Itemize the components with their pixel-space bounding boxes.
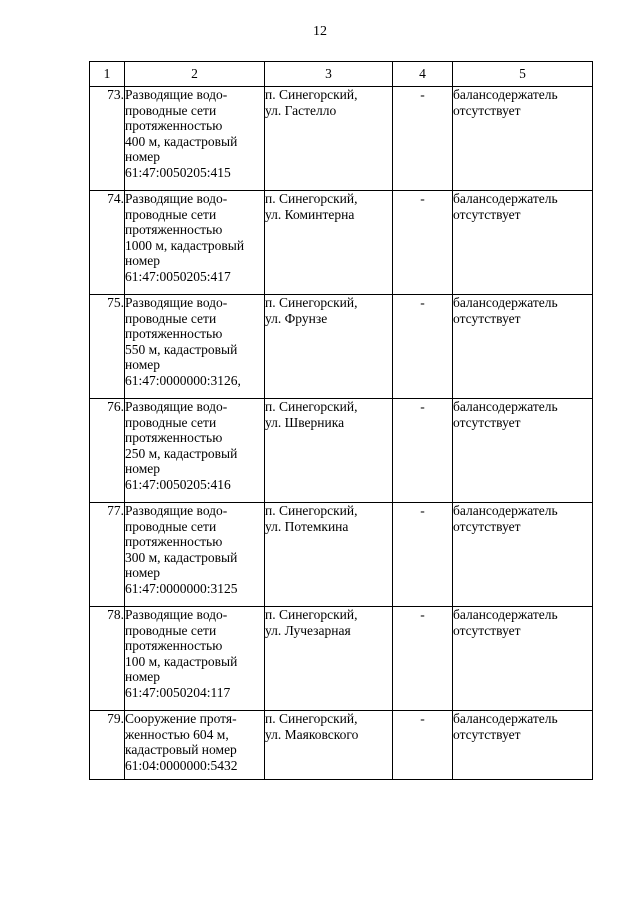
table-body [90,87,593,780]
column-header-3: 3 [265,62,393,87]
object-name-line: 61:47:0050204:117 [125,684,231,700]
object-name-line: 61:47:0000000:3126, [125,372,241,388]
balance-holder-line: балансодержатель [453,295,558,310]
object-name-cell [125,399,265,503]
object-name-line: проводные сети [125,518,217,534]
object-name-line: протяженностью [125,326,223,341]
column-header-5: 5 [453,62,593,87]
object-name-line: протяженностью [125,118,223,133]
column-4-value: - [393,711,453,780]
object-name-line: Разводящие водо- [125,607,228,622]
object-name-cell [125,87,265,191]
row-number: 77. [90,503,125,607]
object-name-line: женностью 604 м, [125,726,229,742]
balance-holder-line: отсутствует [453,622,521,638]
address-line: ул. Маяковского [265,726,359,742]
row-number: 76. [90,399,125,503]
balance-holder-line: отсутствует [453,414,521,430]
balance-holder-cell [453,711,593,780]
object-name-line: Разводящие водо- [125,503,228,518]
row-number: 79. [90,711,125,780]
balance-holder-line: отсутствует [453,102,521,118]
address-cell [265,711,393,780]
column-4-value: - [393,295,453,399]
object-name-line: Разводящие водо- [125,87,228,102]
address-cell [265,399,393,503]
address-line: п. Синегорский, [265,399,358,414]
column-header-1: 1 [90,62,125,87]
address-line: п. Синегорский, [265,295,358,310]
object-name-line: 61:47:0050205:417 [125,268,231,284]
column-4-value: - [393,191,453,295]
object-name-line: протяженностью [125,534,223,549]
balance-holder-line: балансодержатель [453,87,558,102]
object-name-line: 61:47:0000000:3125 [125,580,238,596]
object-name-line: проводные сети [125,310,217,326]
object-name-line: номер [125,357,161,372]
address-cell [265,503,393,607]
object-name-line: номер [125,461,161,476]
balance-holder-line: отсутствует [453,310,521,326]
address-cell [265,295,393,399]
balance-holder-cell [453,607,593,711]
object-name-line: номер [125,253,161,268]
column-header-4: 4 [393,62,453,87]
table-row [90,399,593,503]
object-name-cell [125,607,265,711]
address-line: п. Синегорский, [265,607,358,622]
object-name-line: Разводящие водо- [125,295,228,310]
address-line: п. Синегорский, [265,191,358,206]
balance-holder-line: балансодержатель [453,607,558,622]
balance-holder-cell [453,191,593,295]
object-name-cell [125,295,265,399]
balance-holder-line: отсутствует [453,726,521,742]
row-number: 73. [90,87,125,191]
balance-holder-line: балансодержатель [453,399,558,414]
table-header [90,62,593,87]
object-name-line: номер [125,565,161,580]
balance-holder-cell [453,503,593,607]
balance-holder-line: отсутствует [453,206,521,222]
object-name-line: 550 м, кадастровый [125,341,238,357]
registry-table [89,61,593,780]
address-line: ул. Лучезарная [265,622,351,638]
object-name-line: проводные сети [125,622,217,638]
column-4-value: - [393,503,453,607]
balance-holder-cell [453,87,593,191]
object-name-line: проводные сети [125,206,217,222]
table-row [90,87,593,191]
table-row [90,607,593,711]
object-name-line: 61:47:0050205:415 [125,164,231,180]
balance-holder-cell [453,399,593,503]
object-name-line: 61:04:0000000:5432 [125,757,238,773]
table-row [90,711,593,780]
address-line: ул. Гастелло [265,102,337,118]
column-4-value: - [393,87,453,191]
row-number: 75. [90,295,125,399]
object-name-line: проводные сети [125,414,217,430]
object-name-line: 250 м, кадастровый [125,445,238,461]
address-cell [265,191,393,295]
object-name-line: протяженностью [125,222,223,237]
address-line: ул. Фрунзе [265,310,328,326]
object-name-line: 400 м, кадастровый [125,133,238,149]
address-line: п. Синегорский, [265,503,358,518]
object-name-line: номер [125,669,161,684]
object-name-line: кадастровый номер [125,742,237,757]
table-row [90,295,593,399]
object-name-line: проводные сети [125,102,217,118]
row-number: 74. [90,191,125,295]
address-line: ул. Потемкина [265,518,349,534]
address-line: ул. Коминтерна [265,206,355,222]
address-cell [265,87,393,191]
object-name-cell [125,711,265,780]
object-name-line: номер [125,149,161,164]
row-number: 78. [90,607,125,711]
balance-holder-line: отсутствует [453,518,521,534]
object-name-line: Разводящие водо- [125,191,228,206]
object-name-line: Сооружение протя- [125,711,237,726]
object-name-cell [125,503,265,607]
object-name-line: протяженностью [125,430,223,445]
balance-holder-line: балансодержатель [453,503,558,518]
object-name-line: 1000 м, кадастровый [125,237,245,253]
object-name-line: 300 м, кадастровый [125,549,238,565]
object-name-cell [125,191,265,295]
address-line: п. Синегорский, [265,87,358,102]
object-name-line: Разводящие водо- [125,399,228,414]
column-header-2: 2 [125,62,265,87]
object-name-line: 100 м, кадастровый [125,653,238,669]
address-cell [265,607,393,711]
column-4-value: - [393,607,453,711]
column-4-value: - [393,399,453,503]
balance-holder-line: балансодержатель [453,711,558,726]
table-row [90,191,593,295]
object-name-line: 61:47:0050205:416 [125,476,231,492]
address-line: ул. Шверника [265,414,345,430]
address-line: п. Синегорский, [265,711,358,726]
balance-holder-line: балансодержатель [453,191,558,206]
balance-holder-cell [453,295,593,399]
object-name-line: протяженностью [125,638,223,653]
page-number: 12 [313,24,327,39]
table-row [90,503,593,607]
